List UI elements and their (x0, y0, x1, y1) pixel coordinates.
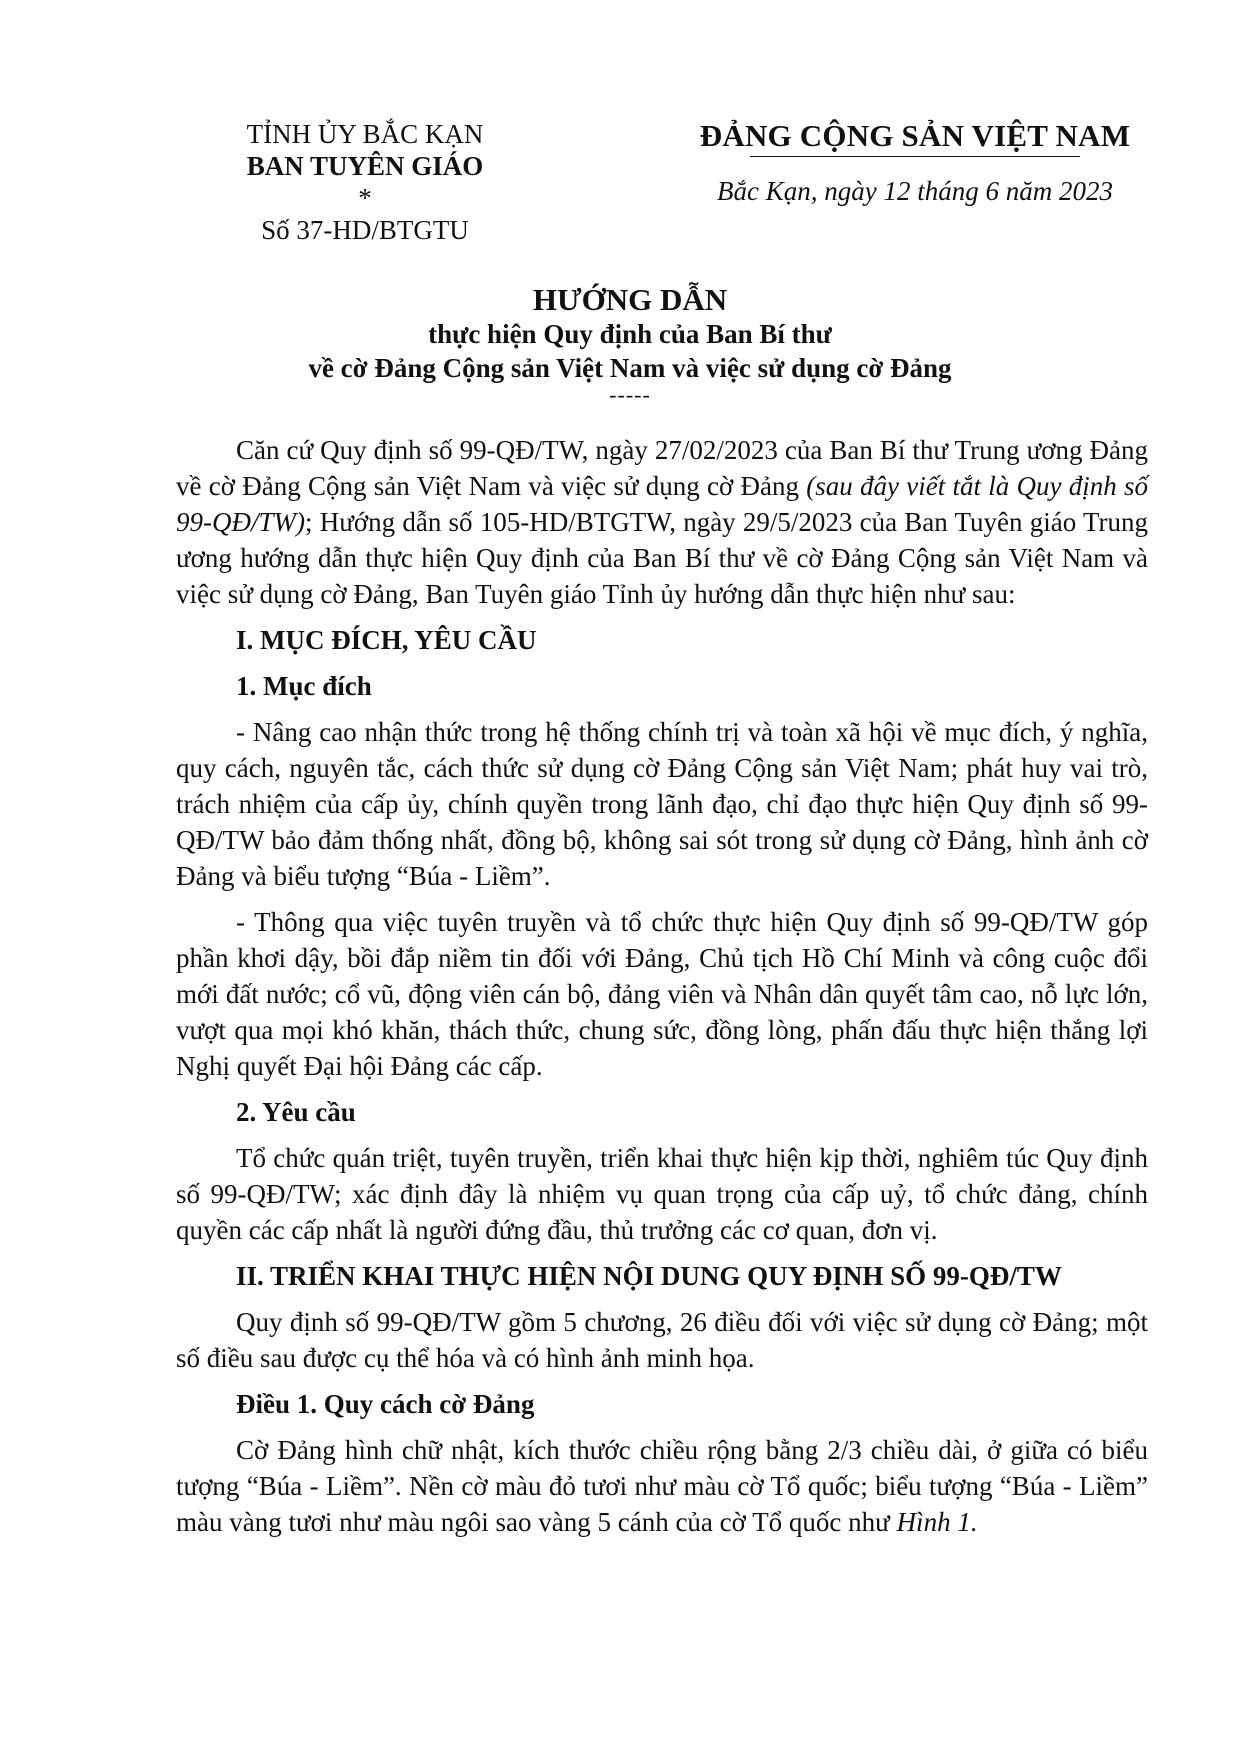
document-body (176, 432, 1148, 1550)
title-separator: ----- (609, 382, 651, 407)
document-subtitle-line2: về cờ Đảng Cộng sản Việt Nam và việc sử dụng cờ Đảng (308, 353, 952, 383)
party-name-underline (750, 156, 1080, 157)
section2-heading: II. TRIỂN KHAI THỰC HIỆN NỘI DUNG QUY ĐỊNH SỐ 99-QĐ/TW (236, 1261, 1062, 1291)
section1-sub2-heading: 2. Yêu cầu (236, 1097, 356, 1127)
issuer-block (200, 118, 530, 246)
party-block (680, 118, 1150, 207)
issuer-star: * (358, 183, 372, 213)
intro-text-2: ; Hướng dẫn số 105-HD/BTGTW, ngày 29/5/2023 của Ban Tuyên giáo Trung ương hướng dẫn thực hiện Quy định của Ban Bí thư về cờ Đảng Cộng sản Việt Nam và việc sử dụng cờ Đảng, Ban Tuyên giáo Tỉnh ủy hướng dẫn thực hiện như sau: (176, 507, 1148, 609)
section2-para: Quy định số 99-QĐ/TW gồm 5 chương, 26 điều đối với việc sử dụng cờ Đảng; một số điều sau được cụ thể hóa và có hình ảnh minh họa. (176, 1307, 1148, 1373)
document-subtitle-line1: thực hiện Quy định của Ban Bí thư (428, 319, 832, 349)
document-number: Số 37-HD/BTGTU (261, 215, 469, 245)
document-title-block (120, 283, 1140, 405)
article1-heading: Điều 1. Quy cách cờ Đảng (236, 1389, 535, 1419)
intro-paragraph (176, 432, 1148, 612)
section1-sub1-heading: 1. Mục đích (236, 671, 372, 701)
document-title: HƯỚNG DẪN (532, 282, 728, 317)
intro-italic: (sau đây viết tắt là Quy định số 99-QĐ/TW) (176, 471, 1148, 537)
section1-heading: I. MỤC ĐÍCH, YÊU CẦU (236, 625, 537, 655)
article1-para (176, 1432, 1148, 1540)
intro-text-1: Căn cứ Quy định số 99-QĐ/TW, ngày 27/02/2023 của Ban Bí thư Trung ương Đảng về cờ Đảng Cộng sản Việt Nam và việc sử dụng cờ Đảng (176, 435, 1148, 501)
section1-sub1-para2: - Thông qua việc tuyên truyền và tổ chức thực hiện Quy định số 99-QĐ/TW góp phần khơi dậy, bồi đắp niềm tin đối với Đảng, Chủ tịch Hồ Chí Minh và công cuộc đổi mới đất nước; cổ vũ, động viên cán bộ, đảng viên và Nhân dân quyết tâm cao, nỗ lực lớn, vượt qua mọi khó khăn, thách thức, chung sức, đồng lòng, phấn đấu thực hiện thắng lợi Nghị quyết Đại hội Đảng các cấp. (176, 907, 1148, 1081)
issuer-province: TỈNH ỦY BẮC KẠN (246, 119, 484, 149)
section1-sub1-para1: - Nâng cao nhận thức trong hệ thống chính trị và toàn xã hội về mục đích, ý nghĩa, quy cách, nguyên tắc, cách thức sử dụng cờ Đảng Cộng sản Việt Nam; phát huy vai trò, trách nhiệm của cấp ủy, chính quyền trong lãnh đạo, chỉ đạo thực hiện Quy định số 99-QĐ/TW bảo đảm thống nhất, đồng bộ, không sai sót trong sử dụng cờ Đảng, hình ảnh cờ Đảng và biểu tượng “Búa - Liềm”. (176, 717, 1148, 891)
issuer-department: BAN TUYÊN GIÁO (246, 151, 484, 181)
party-name: ĐẢNG CỘNG SẢN VIỆT NAM (699, 118, 1131, 153)
dateline: Bắc Kạn, ngày 12 tháng 6 năm 2023 (717, 176, 1113, 206)
section1-sub2-para: Tổ chức quán triệt, tuyên truyền, triển khai thực hiện kịp thời, nghiêm túc Quy định số 99-QĐ/TW; xác định đây là nhiệm vụ quan trọng của cấp uỷ, tổ chức đảng, chính quyền các cấp nhất là người đứng đầu, thủ trưởng các cơ quan, đơn vị. (176, 1143, 1148, 1245)
article1-text: Cờ Đảng hình chữ nhật, kích thước chiều rộng bằng 2/3 chiều dài, ở giữa có biểu tượng “Búa - Liềm”. Nền cờ màu đỏ tươi như màu cờ Tổ quốc; biểu tượng “Búa - Liềm” màu vàng tươi như màu ngôi sao vàng 5 cánh của cờ Tổ quốc như (176, 1435, 1148, 1537)
figure-reference: Hình 1. (896, 1507, 978, 1537)
